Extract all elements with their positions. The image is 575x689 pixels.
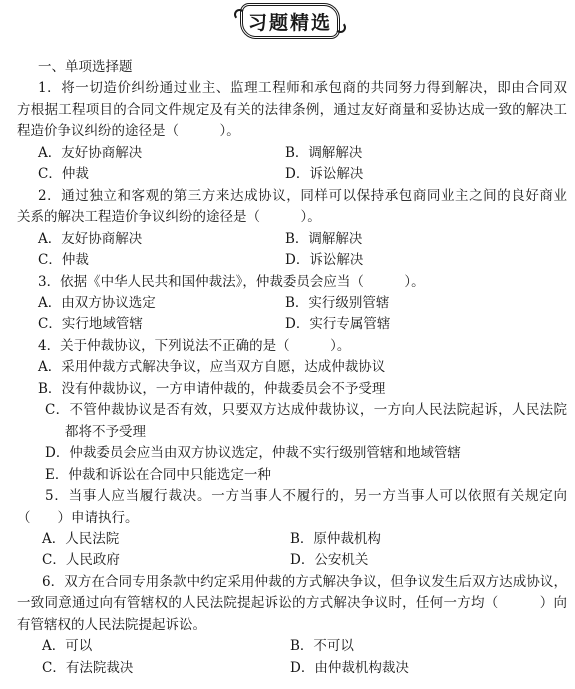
options-row <box>17 314 567 335</box>
options-row <box>17 229 567 250</box>
option-a: A．友好协商解决 <box>38 230 143 247</box>
option-e: E．仲裁和诉讼在合同中只能选定一种 <box>45 466 271 483</box>
question-3 <box>17 272 567 336</box>
option-c: C．不管仲裁协议是否有效，只要双方达成仲裁协议，一方向人民法院起诉，人民法院 <box>45 402 567 419</box>
question-stem-line: 3．依据《中华人民共和国仲裁法》，仲裁委员会应当（ ）。 <box>38 273 425 290</box>
option-a: A．可以 <box>42 638 93 655</box>
option-d: D．诉讼解决 <box>285 252 364 269</box>
page-title: 习题精选 <box>247 11 332 34</box>
option-d: D．公安机关 <box>290 552 369 569</box>
option-a: A．采用仲裁方式解决争议，应当双方自愿，达成仲裁协议 <box>38 359 386 376</box>
option-d: D．实行专属管辖 <box>285 316 391 333</box>
question-4 <box>17 336 567 486</box>
option-b: B．实行级别管辖 <box>285 294 390 311</box>
question-1 <box>17 78 567 185</box>
question-stem-line: （ ）申请执行。 <box>17 509 139 526</box>
options-row <box>17 164 567 185</box>
option-c: C．人民政府 <box>42 552 120 569</box>
question-stem-line: 1．将一切造价纠纷通过业主、监理工程师和承包商的共同努力得到解决，即由合同双 <box>38 80 567 97</box>
options-row <box>17 293 567 314</box>
question-stem-line: 4．关于仲裁协议，下列说法不正确的是（ ）。 <box>38 337 351 354</box>
option-c: C．实行地域管辖 <box>38 316 143 333</box>
title-banner <box>240 3 340 39</box>
question-stem-line: 方根据工程项目的合同文件规定及有关的法律条例，通过友好商量和妥协达成一致的解决工 <box>17 101 567 118</box>
option-d: D．诉讼解决 <box>285 166 364 183</box>
option-a: A．友好协商解决 <box>38 144 143 161</box>
question-6 <box>17 572 567 679</box>
question-stem-line: 程造价争议纠纷的途径是（ ）。 <box>17 123 240 140</box>
question-stem-line: 一致同意通过向有管辖权的人民法院提起诉讼的方式解决争议时，任何一方均（ ）向 <box>17 595 567 612</box>
option-c-continued: 都将不予受理 <box>65 423 146 440</box>
section-heading: 一、单项选择题 <box>38 59 133 75</box>
option-b: B．调解解决 <box>285 230 363 247</box>
option-b: B．调解解决 <box>285 144 363 161</box>
option-c: C．有法院裁决 <box>42 659 134 676</box>
question-5 <box>17 486 567 572</box>
options-row <box>17 636 567 657</box>
option-b: B．不可以 <box>290 638 354 655</box>
options-row <box>17 143 567 164</box>
option-a: A．由双方协议选定 <box>38 294 156 311</box>
question-2 <box>17 186 567 272</box>
options-row <box>17 250 567 271</box>
options-row <box>17 658 567 679</box>
exercise-content <box>17 57 567 679</box>
question-stem-line: 2．通过独立和客观的第三方来达成协议，同样可以保持承包商同业主之间的良好商业 <box>38 187 567 204</box>
question-stem-line: 有管辖权的人民法院提起诉讼。 <box>17 616 206 633</box>
option-b: B．没有仲裁协议，一方申请仲裁的，仲裁委员会不予受理 <box>38 380 386 397</box>
question-stem-line: 关系的解决工程造价争议纠纷的途径是（ ）。 <box>17 209 321 226</box>
question-stem-line: 6．双方在合同专用条款中约定采用仲裁的方式解决争议，但争议发生后双方达成协议， <box>42 573 567 590</box>
option-c: C．仲裁 <box>38 252 89 269</box>
option-d: D．由仲裁机构裁决 <box>290 659 409 676</box>
option-b: B．原仲裁机构 <box>290 530 381 547</box>
option-a: A．人民法院 <box>42 530 120 547</box>
option-c: C．仲裁 <box>38 166 89 183</box>
option-d: D．仲裁委员会应当由双方协议选定，仲裁不实行级别管辖和地域管辖 <box>45 445 461 462</box>
options-row <box>17 550 567 571</box>
options-row <box>17 529 567 550</box>
question-stem-line: 5．当事人应当履行裁决。一方当事人不履行的，另一方当事人可以依照有关规定向 <box>45 488 567 505</box>
